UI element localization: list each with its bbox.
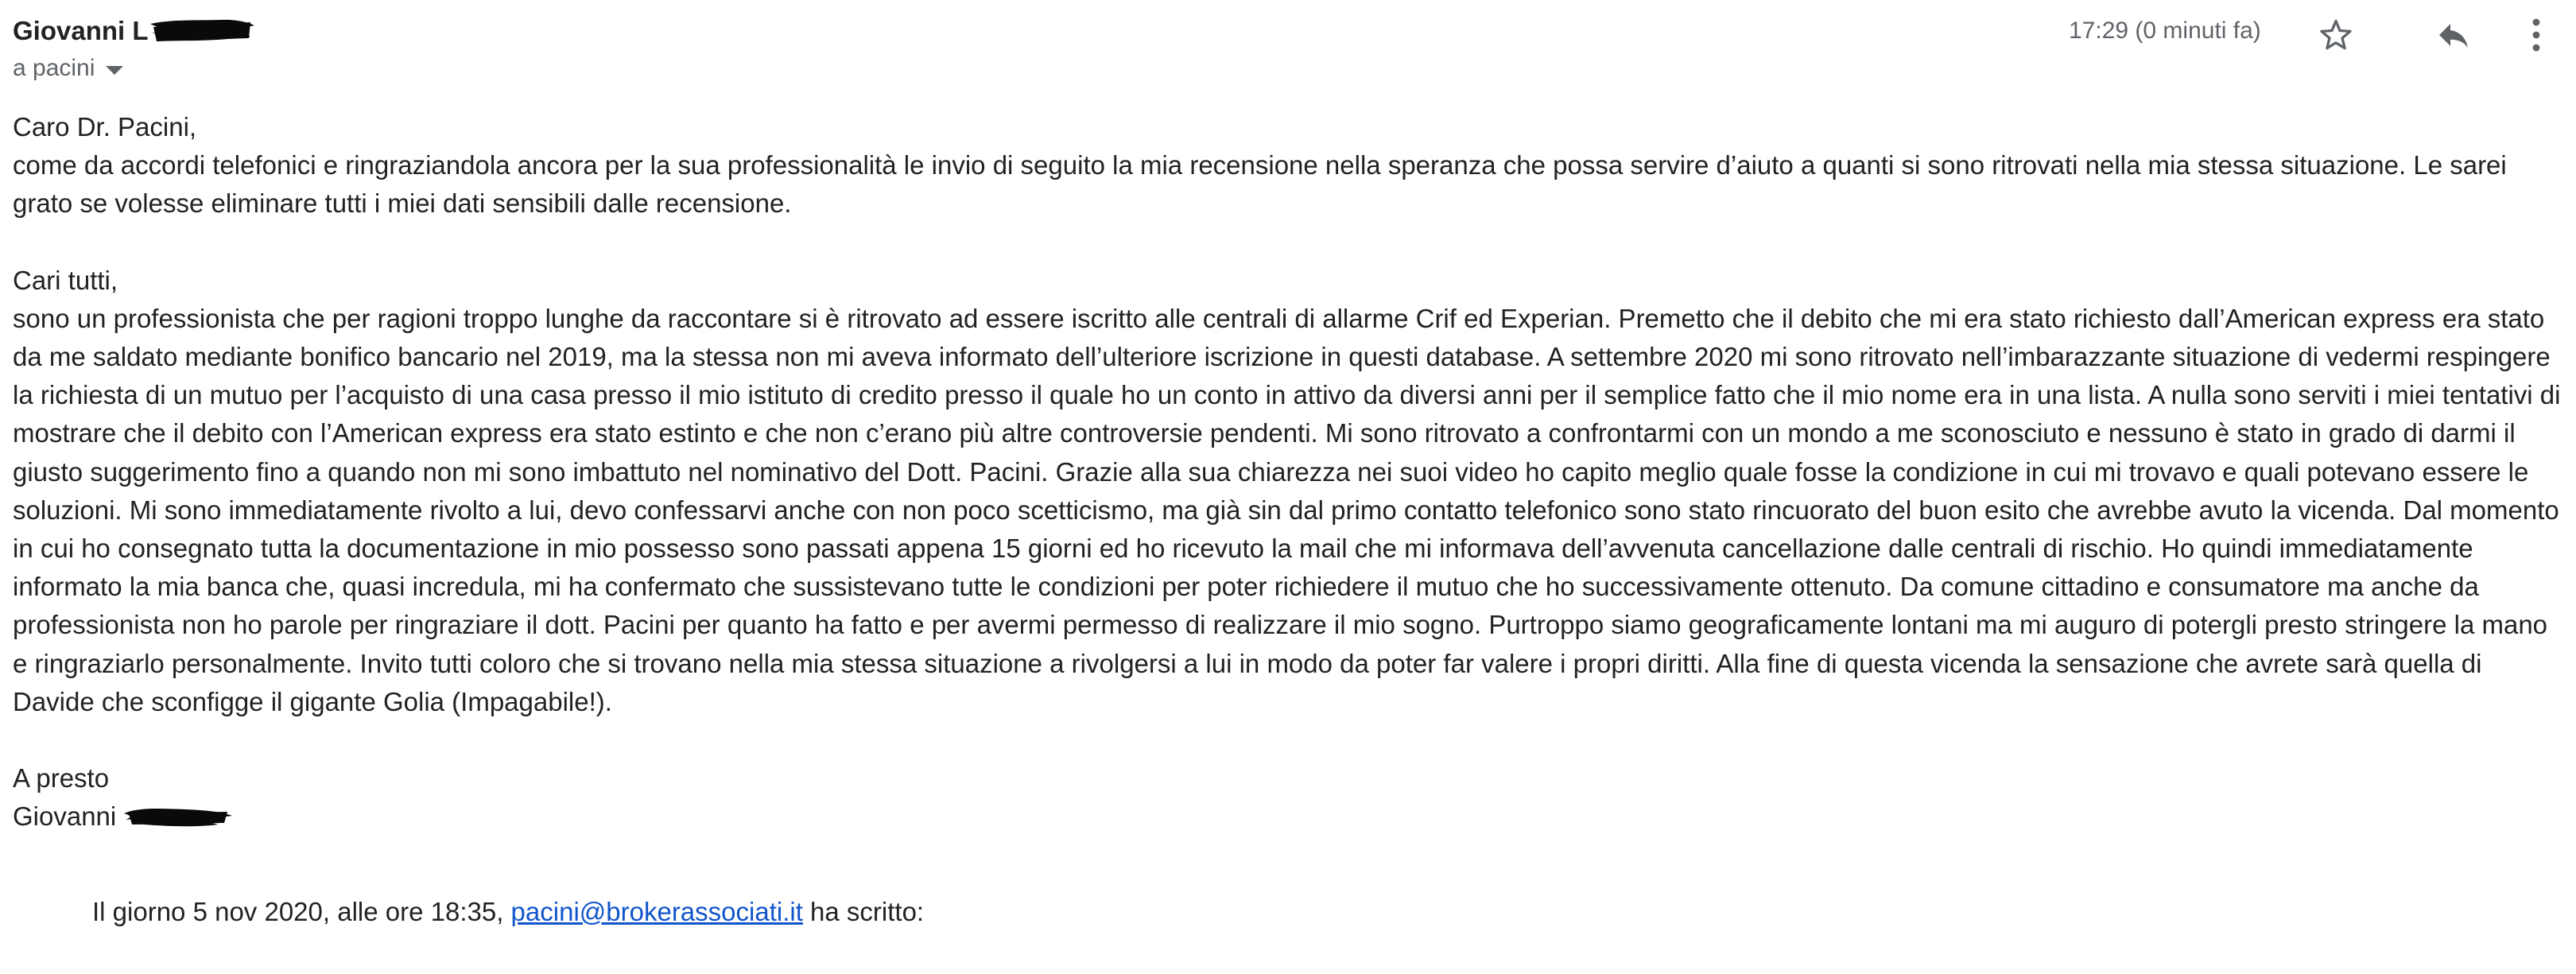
intro-paragraph: come da accordi telefonici e ringraziandola ancora per la sua professionalità le invio di seguito la mia recensione nella speranza che possa servire d’aiuto a quanti si sono ritrovati nella mia stessa situazione. Le sarei grato se volesse eliminare tutti i miei dati sensibili dalle recensione. xyxy=(13,150,2507,219)
quote-prefix: Il giorno 5 nov 2020, alle ore 18:35, xyxy=(92,897,504,926)
timestamp: 17:29 (0 minuti fa) xyxy=(2069,17,2261,44)
recipient-label: a pacini xyxy=(13,55,95,81)
star-icon[interactable] xyxy=(2314,13,2358,57)
more-vertical-icon[interactable] xyxy=(2514,13,2559,57)
quoted-header xyxy=(92,897,924,927)
caret-down-icon[interactable] xyxy=(106,66,123,75)
message-body xyxy=(13,108,2565,836)
signature-name: Giovanni xyxy=(13,801,117,832)
sender-email-link[interactable]: pacini@brokerassociati.it xyxy=(510,897,803,926)
closing-line: A presto xyxy=(13,763,110,794)
redaction-mark xyxy=(149,17,256,45)
redaction-mark xyxy=(122,802,234,831)
reply-icon[interactable] xyxy=(2431,13,2476,57)
recipient-row[interactable] xyxy=(13,52,123,84)
greeting-doctor: Caro Dr. Pacini, xyxy=(13,112,197,142)
signature-line xyxy=(13,797,2565,836)
greeting-all: Cari tutti, xyxy=(13,265,118,295)
quote-suffix: ha scritto: xyxy=(810,897,925,926)
sender-row xyxy=(13,11,256,51)
review-paragraph: sono un professionista che per ragioni troppo lunghe da raccontare si è ritrovato ad essere iscritto alle centrali di allarme Crif ed Experian. Premetto che il debito che mi era stato richiesto dall’American express era stato da me saldato mediante bonifico bancario nel 2019, ma la stessa non mi aveva informato dell’ulteriore iscrizione in questi database. A settembre 2020 mi sono ritrovato nell’imbarazzante situazione di vedermi respingere la richiesta di un mutuo per l’acquisto di una casa presso il mio istituto di credito presso il quale ho un conto in attivo da diversi anni per il semplice fatto che il mio nome era in una lista. A nulla sono serviti i miei tentativi di mostrare che il debito con l’American express era stato estinto e che non c’erano più altre controversie pendenti. Mi sono ritrovato a confrontarmi con un mondo a me sconosciuto e nessuno è stato in grado di darmi il giusto suggerimento fino a quando non mi sono imbattuto nel nominativo del Dott. Pacini. Grazie alla sua chiarezza nei suoi video ho capito meglio quale fosse la condizione in cui mi trovavo e quali potevano essere le soluzioni. Mi sono immediatamente rivolto a lui, devo confessarvi anche con non poco scetticismo, ma già sin dal primo contatto telefonico sono stato rincuorato del buon esito che avrebbe avuto la vicenda. Dal momento in cui ho consegnato tutta la documentazione in mio possesso sono passati appena 15 giorni ed ho ricevuto la mail che mi informava dell’avvenuta cancellazione dalle centrali di rischio. Ho quindi immediatamente informato la mia banca che, quasi incredula, mi ha confermato che sussistevano tutte le condizioni per poter richiedere il mutuo che ho successivamente ottenuto. Da comune cittadino e consumatore ma anche da professionista non ho parole per ringraziare il dott. Pacini per quanto ha fatto e per avermi permesso di realizzare il mio sogno. Purtroppo siamo geograficamente lontani ma mi auguro di potergli presto stringere la mano e ringraziarlo personalmente. Invito tutti coloro che si trovano nella mia stessa situazione a rivolgersi a lui in modo da poter far valere i propri diritti. Alla fine di questa vicenda la sensazione che avrete sarà quella di Davide che sconfigge il gigante Golia (Impagabile!). xyxy=(13,303,2561,716)
sender-name[interactable]: Giovanni L xyxy=(13,16,149,45)
